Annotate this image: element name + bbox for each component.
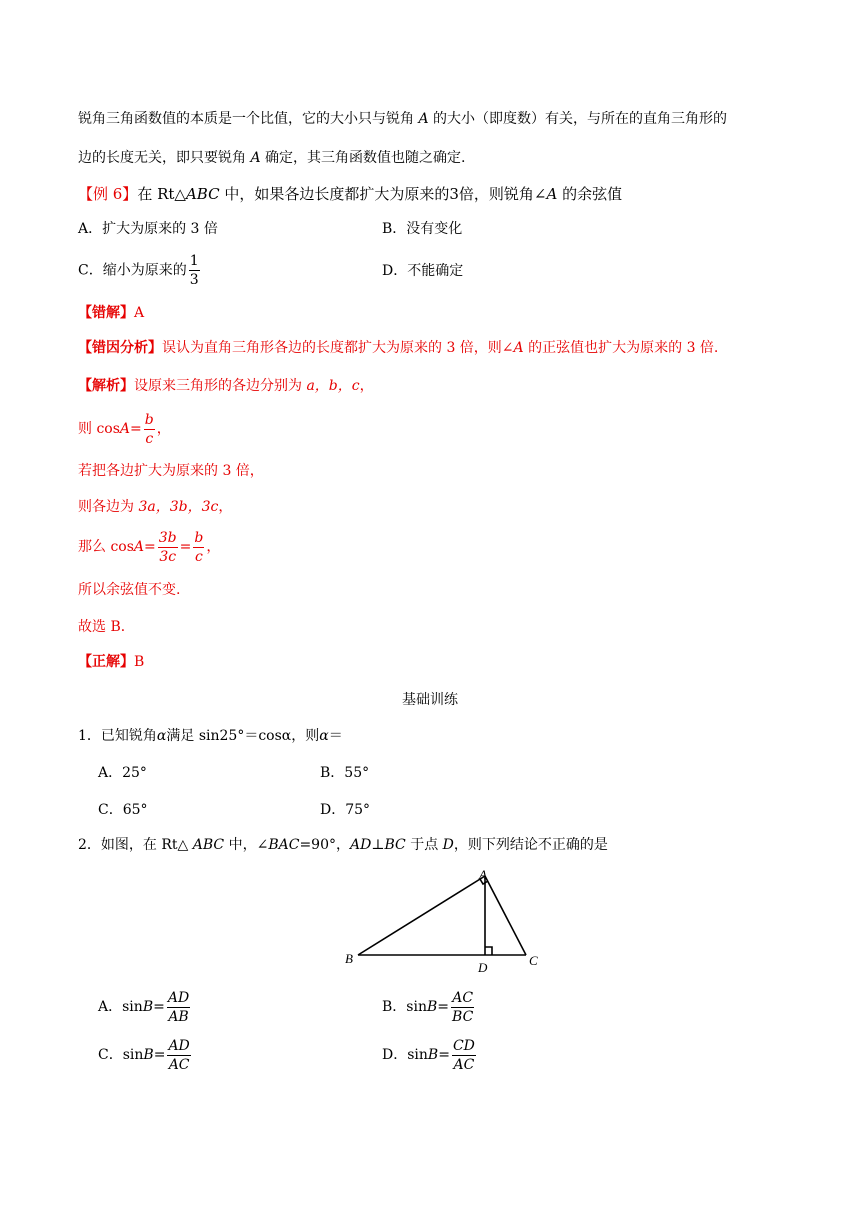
fraction-denominator: 3 <box>189 272 199 288</box>
fraction-numerator: 3b <box>158 529 177 546</box>
option-label: B． <box>382 999 407 1015</box>
wrong-tag: 【错解】 <box>78 305 134 321</box>
error-cause <box>78 338 718 358</box>
vertex-label-d: D <box>478 960 488 975</box>
side-ac <box>485 876 526 955</box>
fraction <box>144 411 155 448</box>
vertex-label-b: B <box>345 951 353 966</box>
sides-text: 则各边为 <box>78 499 139 515</box>
option-label: C． <box>98 1047 123 1063</box>
equals-sign: = <box>153 999 165 1015</box>
fraction-denominator: AC <box>453 1056 475 1073</box>
q2-option-c <box>98 1034 193 1076</box>
q2-var: BC <box>384 837 406 853</box>
option-label: D． <box>382 1047 408 1063</box>
right-answer: B <box>134 654 145 670</box>
q1-option-b: B．55° <box>320 765 370 781</box>
angle-var: B <box>426 999 438 1015</box>
then-var: A <box>133 539 145 555</box>
option-label: A． <box>98 999 123 1015</box>
fraction-numerator: b <box>144 411 154 428</box>
q2-text: 2．如图，在 Rt△ <box>78 837 193 853</box>
intro-line-1 <box>78 109 727 129</box>
sin-text: sin <box>122 1047 144 1063</box>
analysis-text: 设原来三角形的各边分别为 <box>134 378 307 394</box>
analysis-sides-line <box>78 497 232 517</box>
fraction-denominator: c <box>145 430 154 447</box>
sides-vars: 3a，3b，3c <box>138 499 219 515</box>
q1-alpha: α <box>319 728 329 744</box>
fraction <box>167 989 190 1026</box>
punctuation: ， <box>156 421 171 437</box>
cause-text: 的正弦值也扩大为原来的 3 倍. <box>523 340 719 356</box>
intro-text: 边的长度无关，即只要锐角 <box>78 150 251 166</box>
q1-text: ＝ <box>328 728 343 744</box>
example6-option-a: A．扩大为原来的 3 倍 <box>78 221 218 237</box>
q2-text: ，则下列结论不正确的是 <box>453 837 608 853</box>
sin-text: sin <box>407 1047 428 1063</box>
sin-text: sin <box>406 999 427 1015</box>
fraction <box>451 989 474 1026</box>
q2-var: AD <box>349 837 372 853</box>
side-ab <box>358 876 485 955</box>
intro-var: A <box>250 150 261 166</box>
q2-var: D <box>442 837 454 853</box>
cause-var: A <box>513 340 524 356</box>
then-text: 那么 cos <box>78 539 134 555</box>
intro-text: 锐角三角函数值的本质是一个比值，它的大小只与锐角 <box>78 111 419 127</box>
equals-sign: = <box>179 539 192 555</box>
fraction <box>158 529 178 566</box>
q1-alpha: α <box>156 728 167 744</box>
vertex-label-a: A <box>479 867 487 882</box>
analysis-text: ， <box>359 378 374 394</box>
fraction-denominator: AC <box>168 1056 190 1073</box>
correct-solution <box>78 652 144 672</box>
intro-var: A <box>418 111 429 127</box>
equals-sign: = <box>437 999 450 1015</box>
q2-stem <box>78 835 608 855</box>
analysis-conclusion: 所以余弦值不变. <box>78 582 181 598</box>
stem-text: 的余弦值 <box>557 185 623 203</box>
cause-tag: 【错因分析】 <box>78 340 162 356</box>
q2-option-d <box>382 1034 478 1076</box>
analysis-tag: 【解析】 <box>78 378 134 394</box>
example6-stem <box>78 184 622 204</box>
fraction <box>167 1037 190 1074</box>
equals-sign: = <box>153 1047 166 1063</box>
q1-stem <box>78 726 343 746</box>
stem-var: A <box>546 185 558 203</box>
fraction-numerator: AD <box>168 1037 190 1054</box>
analysis-expand-line: 若把各边扩大为原来的 3 倍， <box>78 463 264 479</box>
analysis-then-line <box>78 526 220 568</box>
stem-var: ABC <box>185 185 220 203</box>
fraction-numerator: AC <box>452 989 474 1006</box>
right-tag: 【正解】 <box>78 654 134 670</box>
intro-text: 确定，其三角函数值也随之确定. <box>260 150 466 166</box>
q2-text: ⊥ <box>371 837 385 853</box>
example6-option-c <box>78 252 202 289</box>
q2-option-b <box>382 986 476 1028</box>
punctuation: ， <box>206 539 221 555</box>
option-text: C．缩小为原来的 <box>78 262 187 279</box>
q2-text: =90°， <box>299 837 350 853</box>
example6-option-b: B．没有变化 <box>382 221 463 237</box>
triangle-figure <box>340 866 560 976</box>
vertex-label-c: C <box>529 953 538 968</box>
fraction <box>452 1037 476 1074</box>
q2-option-a <box>98 986 192 1028</box>
equals-sign: = <box>438 1047 450 1063</box>
angle-var: B <box>427 1047 439 1063</box>
analysis-vars: a，b，c <box>306 378 360 394</box>
q2-text: 于点 <box>405 837 443 853</box>
intro-line-2 <box>78 148 465 168</box>
right-angle-mark-d <box>485 947 492 955</box>
fraction-numerator: AD <box>167 989 190 1006</box>
fraction <box>193 529 204 566</box>
example6-option-d: D．不能确定 <box>382 263 464 279</box>
fraction-denominator: c <box>194 548 203 565</box>
equals-sign: = <box>130 421 142 437</box>
angle-var: B <box>142 999 154 1015</box>
q1-option-a: A．25° <box>98 765 147 781</box>
stem-text: 中，如果各边长度都扩大为原来的3倍，则锐角∠ <box>219 185 547 203</box>
punctuation: ， <box>218 499 233 515</box>
cause-text: 误认为直角三角形各边的长度都扩大为原来的 3 倍，则∠ <box>162 340 514 356</box>
cos-var: A <box>119 421 131 437</box>
q1-text: 满足 sin25°＝cosα，则 <box>166 728 320 744</box>
stem-text: 在 Rt△ <box>137 185 186 203</box>
intro-text: 的大小（即度数）有关，与所在的直角三角形的 <box>428 111 728 127</box>
fraction-denominator: AB <box>168 1008 189 1025</box>
angle-var: B <box>143 1047 154 1063</box>
example-tag: 【例 6】 <box>78 185 138 203</box>
fraction-numerator: CD <box>452 1037 475 1054</box>
q2-var: ABC <box>192 837 225 853</box>
analysis-choose: 故选 B． <box>78 619 135 635</box>
fraction <box>189 252 200 289</box>
section-title: 基础训练 <box>402 692 458 708</box>
analysis-line-1 <box>78 376 374 396</box>
q1-text: 1．已知锐角 <box>78 728 157 744</box>
wrong-answer: A <box>134 305 145 321</box>
q2-text: 中，∠ <box>224 837 269 853</box>
q2-var: BAC <box>268 837 300 853</box>
fraction-numerator: 1 <box>189 253 199 269</box>
sin-text: sin <box>122 999 143 1015</box>
fraction-numerator: b <box>194 529 204 546</box>
q1-option-d: D．75° <box>320 802 371 818</box>
analysis-cos-line <box>78 408 171 450</box>
equals-sign: = <box>144 539 156 555</box>
wrong-solution <box>78 303 144 323</box>
fraction-denominator: BC <box>452 1008 474 1025</box>
fraction-denominator: 3c <box>159 548 177 565</box>
q1-option-c: C．65° <box>98 802 148 818</box>
cos-text: 则 cos <box>78 421 120 437</box>
